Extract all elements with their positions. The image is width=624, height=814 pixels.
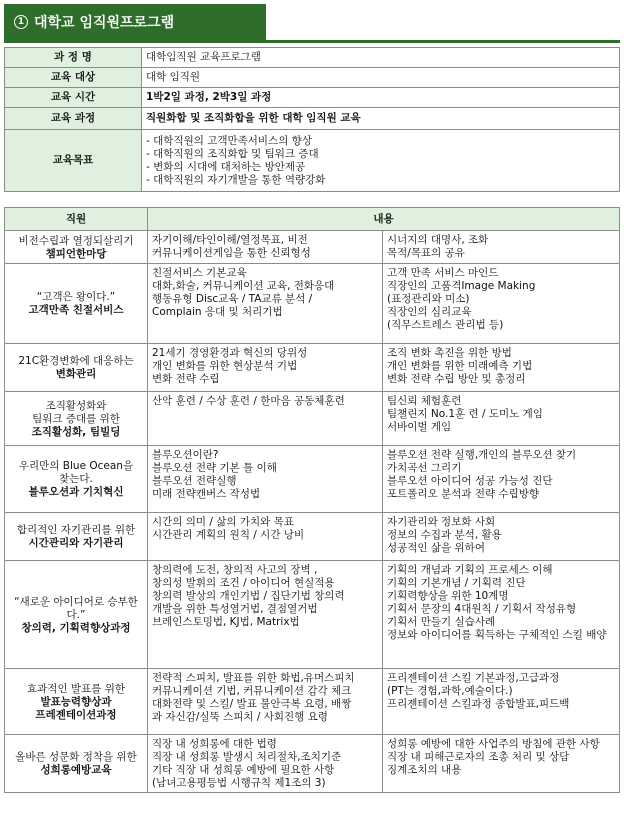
goal-item: - 변화의 시대에 대처하는 방안제공 bbox=[156, 161, 615, 174]
content-cell-left bbox=[148, 561, 383, 669]
content-line: 포트폴리오 분석과 전략 수립방향 bbox=[387, 488, 540, 500]
info-value: 대학 임직원 bbox=[142, 68, 620, 88]
content-cell-right bbox=[383, 513, 620, 561]
content-line: 성공적인 삶을 위하여 bbox=[387, 542, 485, 554]
content-line: 성희롱 예방에 대한 사업주의 방침에 관한 사항 bbox=[387, 738, 600, 750]
content-cell-left bbox=[148, 669, 383, 735]
role-cell bbox=[5, 669, 148, 735]
content-line: 커뮤니케이션 기법, 커뮤니케이션 감각 체크 bbox=[152, 685, 352, 697]
content-line: 친절서비스 기본교육 bbox=[152, 267, 247, 279]
content-line: 개인 변화를 위한 현상분석 기법 bbox=[152, 360, 298, 372]
content-line: 목적/목표의 공유 bbox=[387, 247, 465, 259]
role-title: 조직활성화, 팀빌딩 bbox=[31, 425, 121, 438]
role-cell bbox=[5, 446, 148, 513]
circled-number-icon: 1 bbox=[14, 15, 28, 29]
content-line: 자기관리와 정보화 사회 bbox=[387, 516, 496, 528]
content-line: 직장 내 성희롱에 대한 법령 bbox=[152, 738, 277, 750]
content-line: 블루오션이란? bbox=[152, 449, 219, 461]
content-line: 시간관리 계획의 원칙 / 시간 낭비 bbox=[152, 529, 305, 541]
goals-label: 교육목표 bbox=[5, 130, 142, 192]
role-title: 창의력, 기획력향상과정 bbox=[21, 621, 131, 634]
role-subtitle: 21C환경변화에 대응하는 bbox=[18, 355, 134, 367]
header-content: 내용 bbox=[148, 208, 620, 231]
role-title: 고객만족 친절서비스 bbox=[28, 304, 124, 316]
info-label: 교육 대상 bbox=[5, 68, 142, 88]
role-title: 시간관리와 자기관리 bbox=[28, 537, 124, 549]
content-line: 브레인스토밍법, KJ법, Matrix법 bbox=[152, 616, 300, 628]
info-value: 직원화합 및 조직화합을 위한 대학 임직원 교육 bbox=[142, 108, 620, 130]
content-line: 직장 내 성희롱 발생시 처리절차,조치기준 bbox=[152, 751, 342, 763]
table-row bbox=[5, 513, 620, 561]
role-title: 프레젠테이션과정 bbox=[35, 708, 117, 721]
info-row bbox=[5, 88, 620, 108]
role-title: 챔피언한마당 bbox=[45, 247, 107, 260]
content-line: 팀챌린지 No.1훈 련 / 도미노 게임 bbox=[387, 408, 543, 420]
role-title: 블루오션과 기치혁신 bbox=[28, 486, 124, 498]
content-line: 프리젠테이션 스킬과정 종합발표,피드백 bbox=[387, 698, 570, 710]
info-label: 교육 과정 bbox=[5, 108, 142, 130]
info-label: 과 정 명 bbox=[5, 48, 142, 68]
content-line: 창의력 발상의 개인기법 / 집단기법 창의력 bbox=[152, 590, 345, 602]
info-row bbox=[5, 48, 620, 68]
header-role: 직원 bbox=[5, 208, 148, 231]
content-cell-left bbox=[148, 231, 383, 264]
content-cell-right bbox=[383, 561, 620, 669]
role-cell bbox=[5, 561, 148, 669]
role-cell bbox=[5, 264, 148, 344]
content-line: (표정관리와 미소) bbox=[387, 293, 470, 305]
content-line: 고객 만족 서비스 마인드 bbox=[387, 267, 499, 279]
table-row bbox=[5, 264, 620, 344]
role-title: 발표능력향상과 bbox=[40, 695, 112, 708]
content-line: 프리젠테이션 스킬 기본과정,고급과정 bbox=[387, 672, 560, 684]
role-subtitle: 효과적인 발표를 위한 bbox=[27, 682, 125, 695]
content-line: 대화,화술, 커뮤니케이션 교육, 전화응대 bbox=[152, 280, 335, 292]
content-cell-right bbox=[383, 344, 620, 392]
role-subtitle: 올바른 성문화 정착을 위한 bbox=[15, 751, 137, 763]
content-line: 기획의 개념과 기획의 프로세스 이해 bbox=[387, 564, 553, 576]
section-title bbox=[4, 4, 266, 40]
role-subtitle: 합리적인 자기관리를 위한 bbox=[16, 524, 136, 536]
table-row bbox=[5, 446, 620, 513]
table-row bbox=[5, 561, 620, 669]
role-cell bbox=[5, 392, 148, 446]
role-subtitle: “고객은 왕이다.” bbox=[36, 291, 116, 303]
content-line: 기획서 문장의 4대원칙 / 기획서 작성유형 bbox=[387, 603, 577, 615]
content-line: 대화전략 및 스킬/ 발표 불안극복 요령, 배짱 bbox=[152, 698, 352, 710]
content-line: 변화 전략 수립 방안 및 총정리 bbox=[387, 373, 526, 385]
content-line: 변화 전략 수립 bbox=[152, 373, 220, 385]
content-cell-right bbox=[383, 392, 620, 446]
content-line: (직무스트레스 관리법 등) bbox=[387, 319, 504, 331]
content-line: 미래 전략캔버스 작성법 bbox=[152, 488, 261, 500]
content-cell-left bbox=[148, 392, 383, 446]
content-line: 시너지의 대명사, 조화 bbox=[387, 234, 489, 246]
role-cell bbox=[5, 344, 148, 392]
role-cell bbox=[5, 735, 148, 793]
content-line: 블루오션 전략 실행,개인의 블루오션 찾기 bbox=[387, 449, 577, 461]
content-line: 블루오션 아이디어 성공 가능성 진단 bbox=[387, 475, 553, 487]
role-subtitle: “새로운 아이디어로 승부한 bbox=[14, 595, 138, 608]
section-title-text: 대학교 임직원프로그램 bbox=[34, 15, 175, 31]
role-subtitle: 찾는다. bbox=[59, 473, 93, 485]
goal-item: - 대학직원의 자기개발을 통한 역량강화 bbox=[156, 174, 615, 187]
content-line: 조직 변화 촉진을 위한 방법 bbox=[387, 347, 512, 359]
table-row bbox=[5, 392, 620, 446]
content-line: 팀신뢰 체험훈련 bbox=[387, 395, 462, 407]
content-line: 블루오션 전략실행 bbox=[152, 475, 237, 487]
content-cell-left bbox=[148, 344, 383, 392]
role-subtitle: 팀워크 증대를 위한 bbox=[32, 412, 120, 425]
program-info-table bbox=[4, 47, 620, 192]
content-cell-left bbox=[148, 513, 383, 561]
content-line: 정보의 수집과 분석, 활용 bbox=[387, 529, 502, 541]
content-line: 창의성 발휘의 조건 / 아이디어 현실적용 bbox=[152, 577, 335, 589]
title-underline bbox=[4, 40, 620, 43]
curriculum-table bbox=[4, 207, 620, 793]
content-line: 직장인의 고품격Image Making bbox=[387, 280, 536, 292]
goals-row bbox=[5, 130, 620, 192]
content-line: 행동유형 Disc교육 / TA교류 분석 / bbox=[152, 293, 313, 305]
content-cell-left bbox=[148, 264, 383, 344]
content-line: 직장 내 피해근로자의 조총 처리 및 상담 bbox=[387, 751, 570, 763]
content-line: 정보와 아이디어를 획득하는 구체적인 스킬 배양 bbox=[387, 629, 607, 641]
role-title: 성희롱예방교육 bbox=[40, 764, 112, 776]
table-row bbox=[5, 735, 620, 793]
info-value: 1박2일 과정, 2박3일 과정 bbox=[142, 88, 620, 108]
role-cell bbox=[5, 231, 148, 264]
content-line: 자기이해/타인이해/열정목표, 비전 bbox=[152, 234, 308, 246]
content-cell-right bbox=[383, 231, 620, 264]
content-line: 커뮤니케이션게임을 통한 신뢰형성 bbox=[152, 247, 311, 259]
content-cell-left bbox=[148, 735, 383, 793]
content-line: 과 자신감/실뚝 스피치 / 사회진행 요령 bbox=[152, 711, 328, 723]
table-row bbox=[5, 231, 620, 264]
table-row bbox=[5, 669, 620, 735]
content-line: 기타 직장 내 성희롱 예방에 필요한 사항 bbox=[152, 764, 335, 776]
content-line: 서바이벌 게임 bbox=[387, 421, 452, 433]
goal-item: - 대학직원의 고객만족서비스의 향상 bbox=[156, 135, 615, 148]
content-cell-right bbox=[383, 669, 620, 735]
table-row bbox=[5, 344, 620, 392]
role-subtitle: 다.” bbox=[66, 608, 86, 621]
goals-list bbox=[146, 135, 615, 187]
role-subtitle: 조직활성화와 bbox=[45, 399, 107, 412]
content-line: 기획서 만들기 실습사례 bbox=[387, 616, 496, 628]
content-line: 시간의 의미 / 삶의 가치와 목표 bbox=[152, 516, 294, 528]
content-cell-right bbox=[383, 446, 620, 513]
content-line: (PT는 경험,과학,예술이다.) bbox=[387, 685, 513, 697]
content-cell-right bbox=[383, 735, 620, 793]
content-cell-left bbox=[148, 446, 383, 513]
content-line: 가치곡선 그리기 bbox=[387, 462, 462, 474]
content-line: 징계조치의 내용 bbox=[387, 764, 462, 776]
content-line: 개발을 위한 특성열거법, 결점열거법 bbox=[152, 603, 318, 615]
info-label: 교육 시간 bbox=[5, 88, 142, 108]
info-row bbox=[5, 68, 620, 88]
content-line: 직장인의 심리교육 bbox=[387, 306, 472, 318]
info-row bbox=[5, 108, 620, 130]
content-line: 창의력에 도전, 창의적 사고의 장벽 , bbox=[152, 564, 318, 576]
content-line: 기획력향상을 위한 10계명 bbox=[387, 590, 509, 602]
header-row bbox=[5, 208, 620, 231]
content-cell-right bbox=[383, 264, 620, 344]
content-line: 21세기 경영환경과 혁신의 당위성 bbox=[152, 347, 308, 359]
content-line: Complain 응대 및 처리기법 bbox=[152, 306, 283, 318]
info-value: 대학임직원 교육프로그램 bbox=[142, 48, 620, 68]
role-cell bbox=[5, 513, 148, 561]
role-subtitle: 우리만의 Blue Ocean을 bbox=[18, 460, 134, 472]
goals-list-cell bbox=[142, 130, 620, 192]
role-title: 변화관리 bbox=[55, 368, 97, 380]
content-line: (남녀고용평등법 시행규칙 제1조의 3) bbox=[152, 777, 326, 789]
content-line: 개인 변화를 위한 미래예측 기법 bbox=[387, 360, 533, 372]
content-line: 전략적 스피치, 발표를 위한 화법,유머스피치 bbox=[152, 672, 355, 684]
goal-item: - 대학직원의 조직화합 및 팀워크 증대 bbox=[156, 148, 615, 161]
content-line: 블루오션 전략 기본 틀 이해 bbox=[152, 462, 277, 474]
content-line: 기획의 기본개념 / 기획력 진단 bbox=[387, 577, 526, 589]
content-line: 산악 훈련 / 수상 훈련 / 한마음 공동체훈련 bbox=[152, 395, 345, 407]
role-subtitle: 비전수립과 열정되살리기 bbox=[18, 234, 134, 247]
